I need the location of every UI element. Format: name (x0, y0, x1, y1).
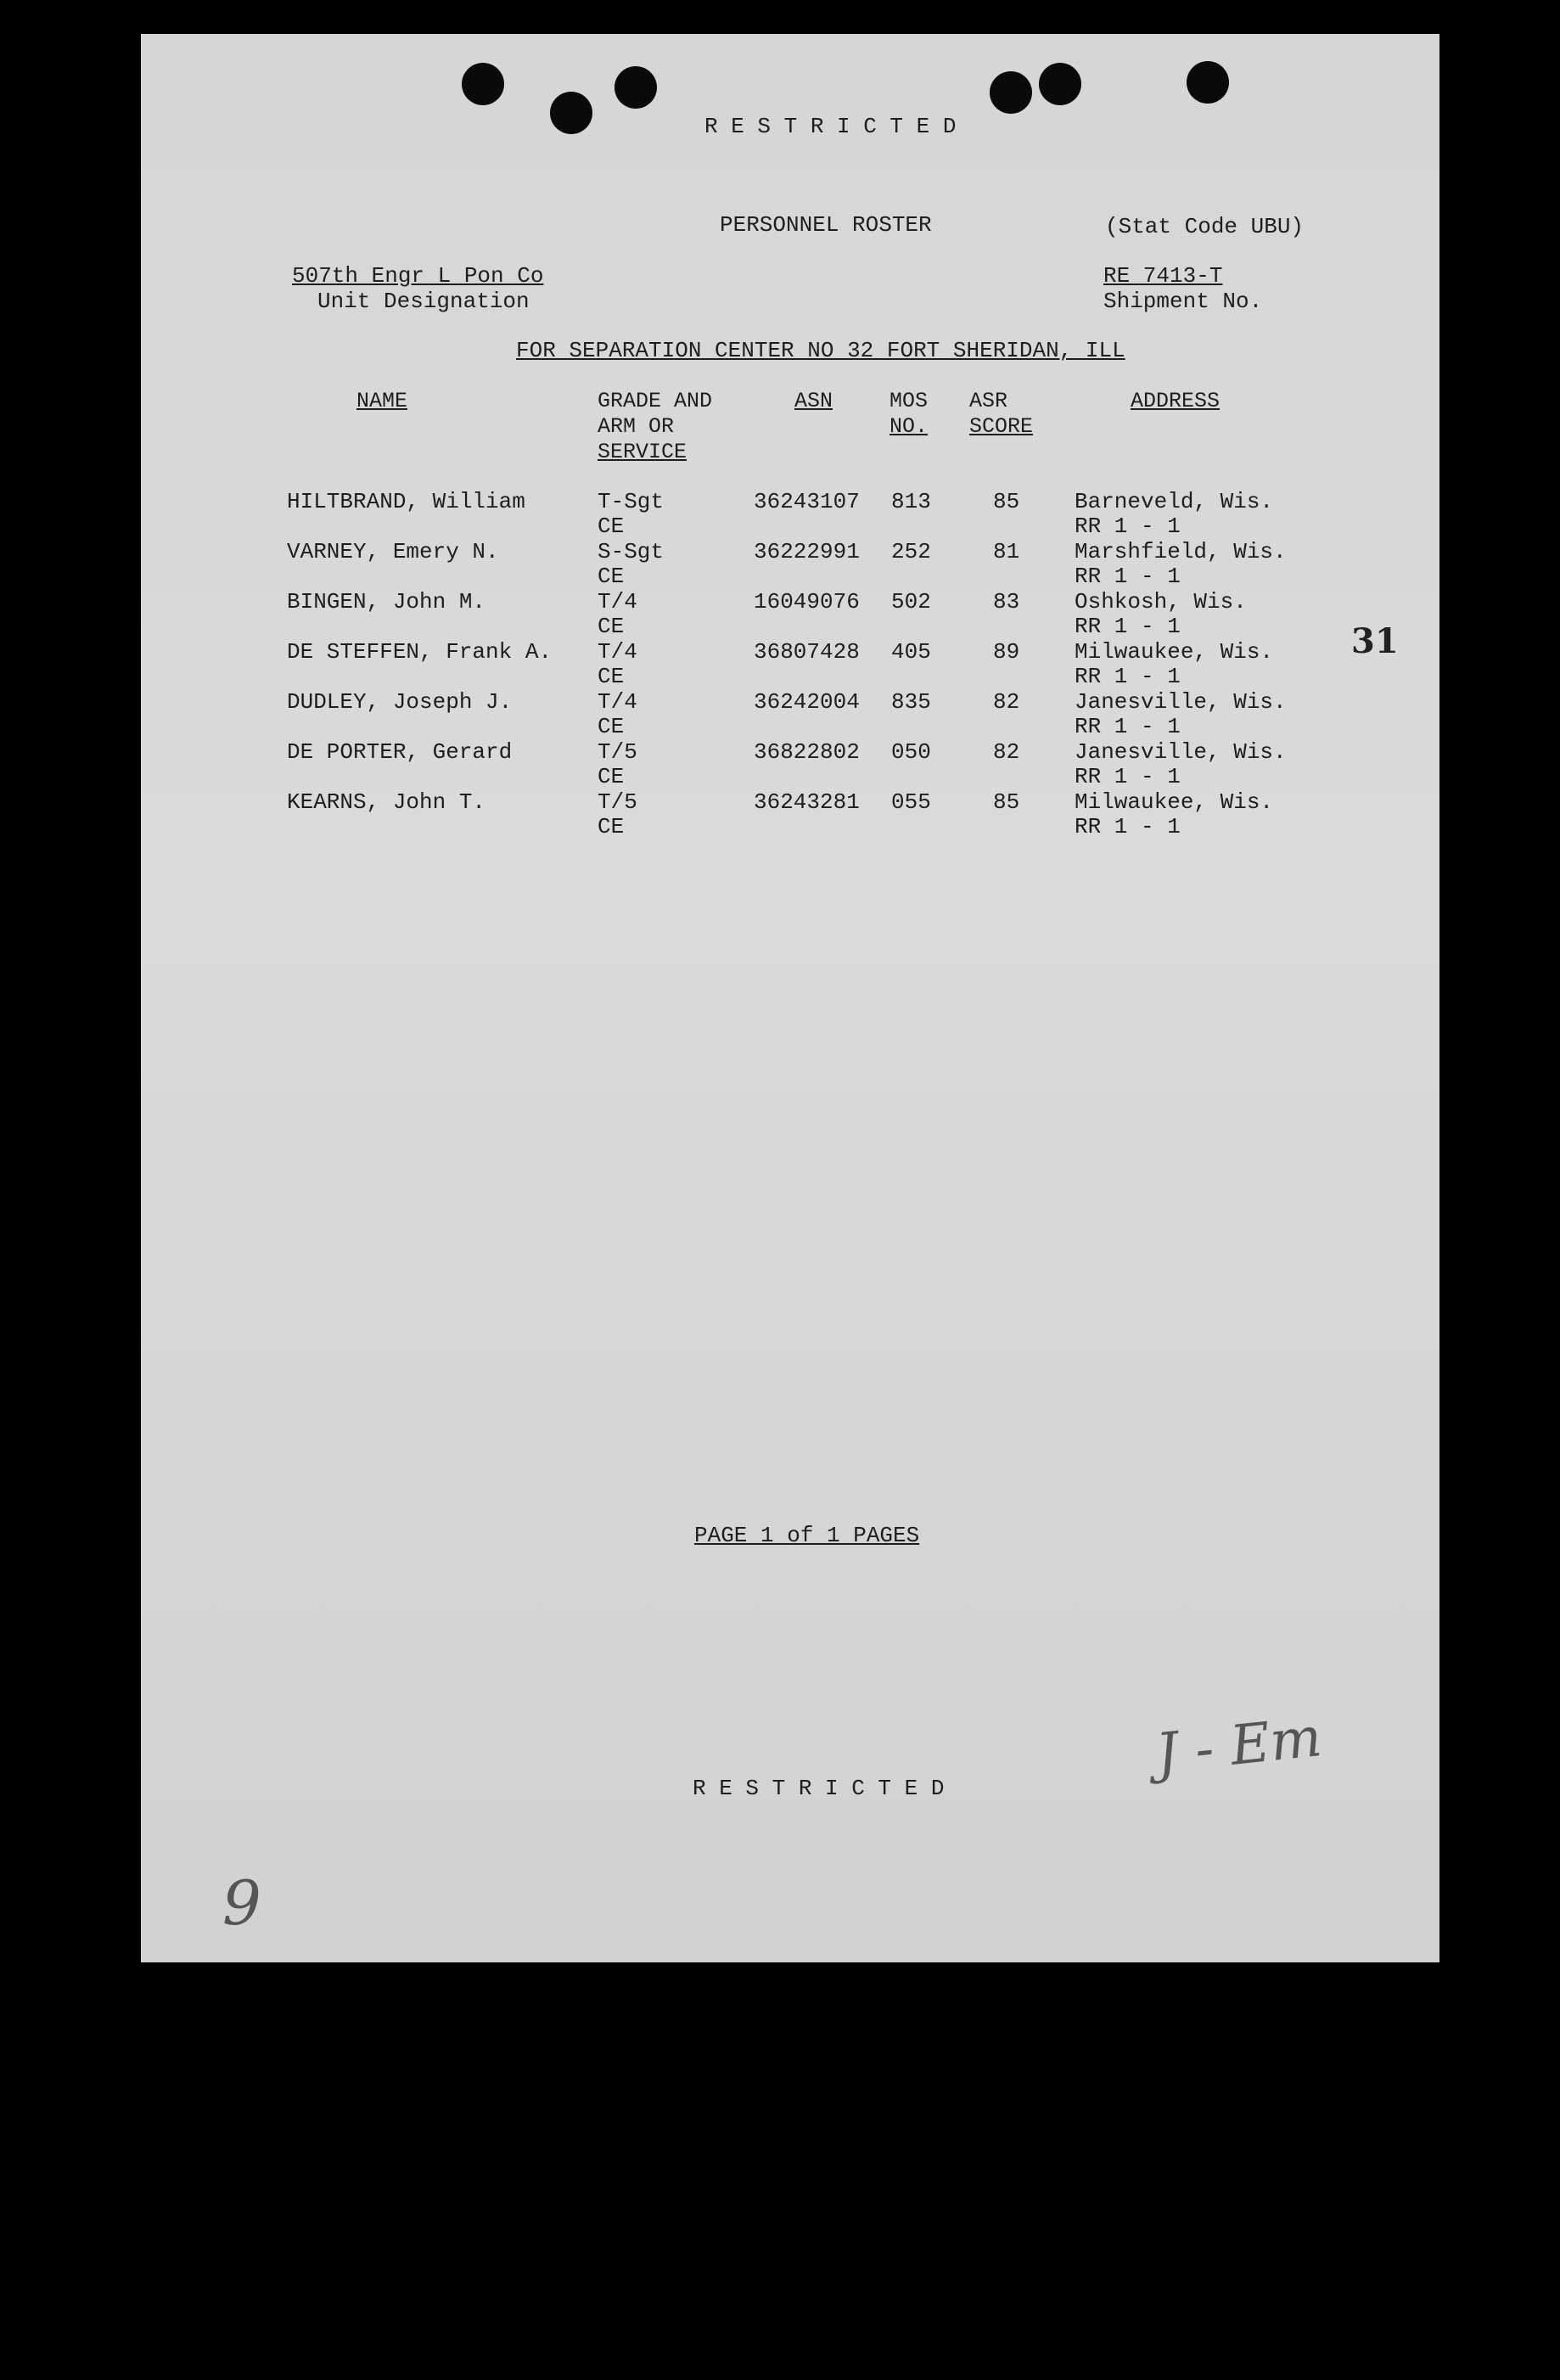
cell-asn: 36242004 (754, 689, 860, 715)
cell-mos: 050 (891, 739, 931, 765)
cell-asr-score: 85 (993, 789, 1020, 815)
roster-title: PERSONNEL ROSTER (720, 212, 932, 238)
column-header-asr: ASR SCORE (969, 389, 1034, 439)
cell-arm: CE (598, 814, 625, 839)
cell-grade: T/4 (598, 589, 637, 615)
cell-grade: S-Sgt (598, 539, 665, 564)
column-header-mos: MOS NO. (889, 389, 929, 439)
cell-asr-score: 82 (993, 689, 1020, 715)
cell-name: VARNEY, Emery N. (287, 539, 499, 564)
cell-asr-score: 83 (993, 589, 1020, 615)
cell-asr-score: 81 (993, 539, 1020, 564)
cell-asn: 36243107 (754, 489, 860, 514)
cell-asn: 36222991 (754, 539, 860, 564)
punch-hole (1039, 63, 1081, 105)
page-count: PAGE 1 of 1 PAGES (694, 1523, 920, 1548)
column-header-grade: GRADE AND ARM OR SERVICE (598, 389, 713, 464)
unit-designation-value: 507th Engr L Pon Co (292, 263, 544, 289)
cell-asn: 16049076 (754, 589, 860, 615)
cell-name: HILTBRAND, William (287, 489, 525, 514)
cell-name: DUDLEY, Joseph J. (287, 689, 513, 715)
cell-arm: CE (598, 664, 625, 689)
cell-address: Janesville, Wis. (1075, 739, 1287, 765)
cell-asr-score: 82 (993, 739, 1020, 765)
punch-hole (990, 71, 1032, 114)
separation-center: FOR SEPARATION CENTER NO 32 FORT SHERIDAN, ILL (516, 338, 1125, 363)
cell-arm: CE (598, 614, 625, 639)
cell-name: KEARNS, John T. (287, 789, 486, 815)
cell-address: Janesville, Wis. (1075, 689, 1287, 715)
cell-address: Milwaukee, Wis. (1075, 639, 1274, 665)
restricted-top: R E S T R I C T E D (704, 114, 957, 139)
cell-name: BINGEN, John M. (287, 589, 486, 615)
roster-sheet (141, 34, 1439, 1962)
cell-asr-score: 85 (993, 489, 1020, 514)
cell-mos: 813 (891, 489, 931, 514)
cell-mos: 502 (891, 589, 931, 615)
cell-address-line2: RR 1 - 1 (1075, 814, 1181, 839)
cell-address: Barneveld, Wis. (1075, 489, 1274, 514)
cell-mos: 252 (891, 539, 931, 564)
cell-asn: 36822802 (754, 739, 860, 765)
punch-hole (550, 92, 592, 134)
cell-address: Oshkosh, Wis. (1075, 589, 1247, 615)
column-header-asn: ASN (794, 389, 833, 413)
cell-grade: T/5 (598, 789, 637, 815)
column-header-name: NAME (356, 389, 408, 413)
cell-mos: 405 (891, 639, 931, 665)
stat-code: (Stat Code UBU) (1105, 214, 1305, 239)
cell-address: Milwaukee, Wis. (1075, 789, 1274, 815)
cell-address: Marshfield, Wis. (1075, 539, 1287, 564)
punch-hole (614, 66, 657, 109)
column-header-address: ADDRESS (1131, 389, 1221, 413)
cell-grade: T/4 (598, 689, 637, 715)
shipment-number-value: RE 7413-T (1103, 263, 1223, 289)
cell-arm: CE (598, 514, 625, 539)
cell-name: DE PORTER, Gerard (287, 739, 513, 765)
cell-address-line2: RR 1 - 1 (1075, 764, 1181, 789)
cell-grade: T/5 (598, 739, 637, 765)
cell-address-line2: RR 1 - 1 (1075, 614, 1181, 639)
corner-number: 9 (222, 1867, 261, 1939)
cell-mos: 835 (891, 689, 931, 715)
margin-number: 31 (1351, 621, 1399, 661)
cell-address-line2: RR 1 - 1 (1075, 564, 1181, 589)
cell-arm: CE (598, 764, 625, 789)
cell-mos: 055 (891, 789, 931, 815)
cell-name: DE STEFFEN, Frank A. (287, 639, 553, 665)
cell-grade: T/4 (598, 639, 637, 665)
cell-address-line2: RR 1 - 1 (1075, 714, 1181, 739)
cell-asn: 36243281 (754, 789, 860, 815)
restricted-bottom: R E S T R I C T E D (693, 1776, 945, 1801)
cell-asn: 36807428 (754, 639, 860, 665)
cell-address-line2: RR 1 - 1 (1075, 514, 1181, 539)
punch-hole (1187, 61, 1229, 104)
shipment-number-label: Shipment No. (1103, 289, 1263, 314)
unit-designation-label: Unit Designation (317, 289, 530, 314)
cell-asr-score: 89 (993, 639, 1020, 665)
cell-grade: T-Sgt (598, 489, 665, 514)
signature: J - Em (1153, 1705, 1325, 1787)
punch-hole (462, 63, 504, 105)
cell-arm: CE (598, 714, 625, 739)
cell-address-line2: RR 1 - 1 (1075, 664, 1181, 689)
cell-arm: CE (598, 564, 625, 589)
